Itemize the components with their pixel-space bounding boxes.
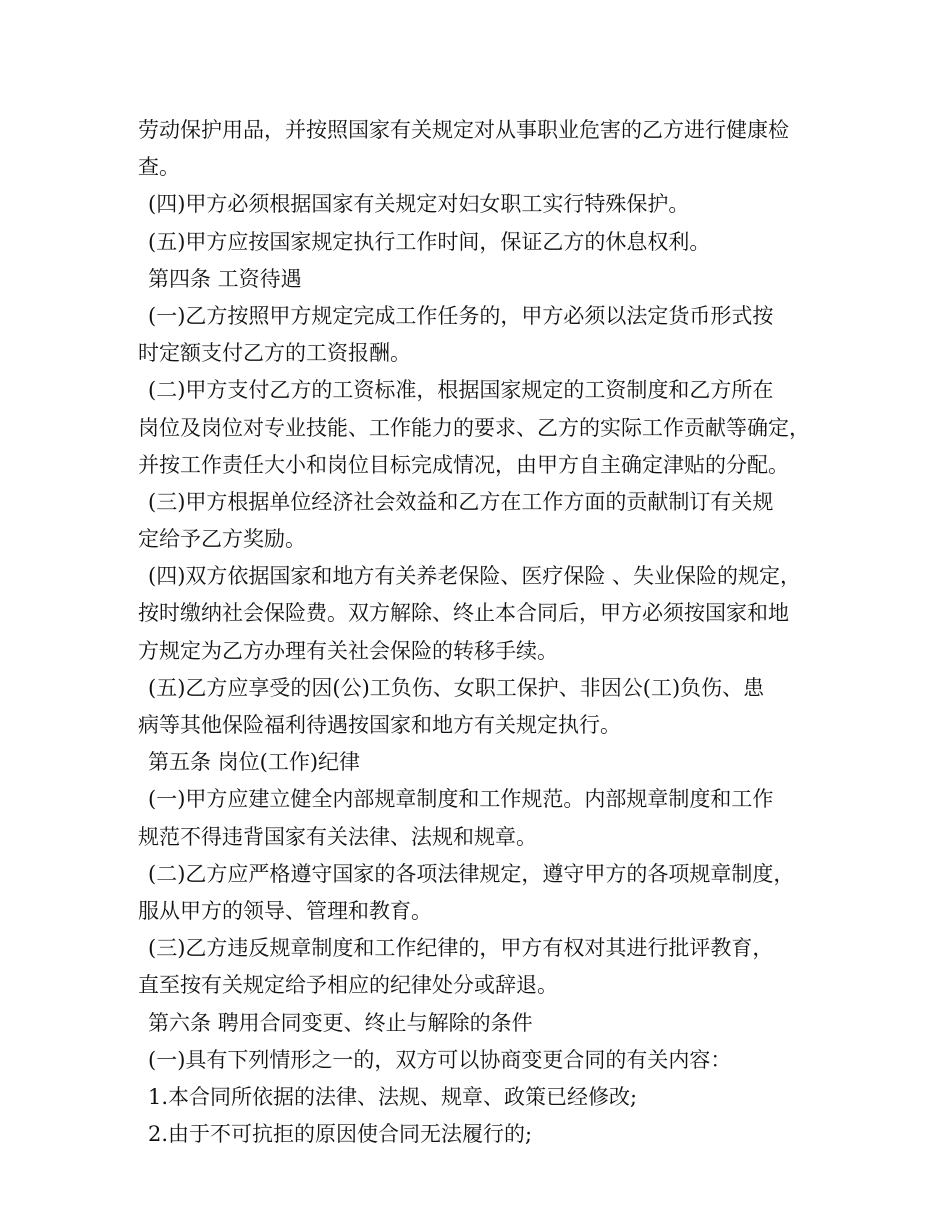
clause-line: (四)甲方必须根据国家有关规定对妇女职工实行特殊保护。 bbox=[148, 192, 690, 217]
clause-line: (一)具有下列情形之一的，双方可以协商变更合同的有关内容： bbox=[148, 1047, 732, 1072]
text-line: 病等其他保险福利待遇按国家和地方有关规定执行。 bbox=[138, 713, 621, 737]
text-line: 查。 bbox=[138, 155, 180, 180]
clause-line: (五)乙方应享受的因(公)工负伤、女职工保护、非因公(工)负伤、患 bbox=[148, 675, 765, 700]
text-line: 直至按有关规定给予相应的纪律处分或辞退。 bbox=[138, 973, 558, 998]
list-item: 1.本合同所依据的法律、法规、规章、政策已经修改; bbox=[148, 1084, 638, 1109]
clause-line: (二)甲方支付乙方的工资标准，根据国家规定的工资制度和乙方所在 bbox=[148, 378, 774, 403]
text-line: 方规定为乙方办理有关社会保险的转移手续。 bbox=[138, 638, 558, 663]
document-body bbox=[138, 112, 838, 1153]
clause-line: (一)乙方按照甲方规定完成工作任务的，甲方必须以法定货币形式按 bbox=[148, 303, 774, 328]
article-heading-4: 第四条 工资待遇 bbox=[148, 266, 302, 291]
clause-line: (三)乙方违反规章制度和工作纪律的，甲方有权对其进行批评教育， bbox=[148, 936, 774, 961]
clause-line: (三)甲方根据单位经济社会效益和乙方在工作方面的贡献制订有关规 bbox=[148, 489, 774, 514]
clause-line: (二)乙方应严格遵守国家的各项法律规定，遵守甲方的各项规章制度， bbox=[148, 861, 795, 886]
text-line: 并按工作责任大小和岗位目标完成情况，由甲方自主确定津贴的分配。 bbox=[138, 452, 789, 477]
text-line: 时定额支付乙方的工资报酬。 bbox=[138, 341, 411, 366]
text-line: 劳动保护用品，并按照国家有关规定对从事职业危害的乙方进行健康检 bbox=[138, 118, 789, 142]
article-heading-6: 第六条 聘用合同变更、终止与解除的条件 bbox=[148, 1010, 533, 1035]
clause-line: (一)甲方应建立健全内部规章制度和工作规范。内部规章制度和工作 bbox=[148, 787, 774, 812]
list-item: 2.由于不可抗拒的原因使合同无法履行的; bbox=[148, 1122, 533, 1147]
text-line: 规范不得违背国家有关法律、法规和规章。 bbox=[138, 824, 537, 849]
text-line: 定给予乙方奖励。 bbox=[138, 527, 306, 552]
clause-line: (四)双方依据国家和地方有关养老保险、医疗保险 、失业保险的规定， bbox=[148, 564, 802, 589]
text-line: 服从甲方的领导、管理和教育。 bbox=[138, 898, 432, 923]
article-heading-5: 第五条 岗位(工作)纪律 bbox=[148, 750, 361, 775]
clause-line: (五)甲方应按国家规定执行工作时间，保证乙方的休息权利。 bbox=[148, 229, 711, 254]
text-line: 按时缴纳社会保险费。双方解除、终止本合同后，甲方必须按国家和地 bbox=[138, 601, 789, 626]
text-line: 岗位及岗位对专业技能、工作能力的要求、乙方的实际工作贡献等确定， bbox=[138, 415, 810, 440]
